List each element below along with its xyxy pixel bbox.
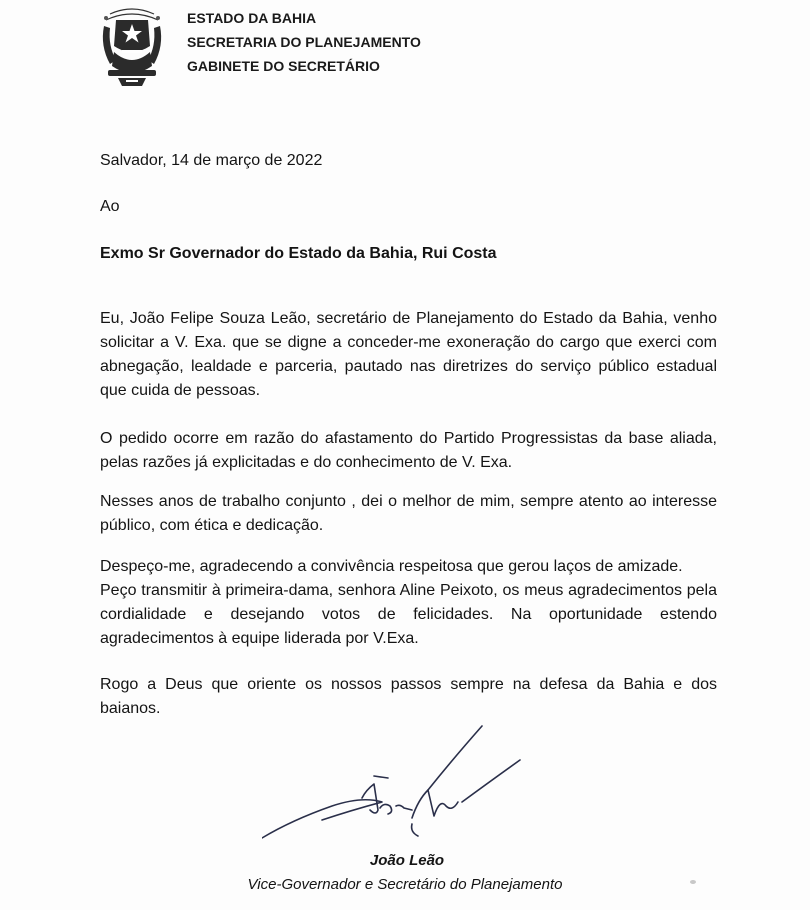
signatory-role: Vice-Governador e Secretário do Planejamento bbox=[247, 876, 563, 893]
paragraph-closing: Rogo a Deus que oriente os nossos passos sempre na defesa da Bahia e dos baianos. bbox=[100, 676, 717, 717]
paragraph-reason: O pedido ocorre em razão do afastamento do Partido Progressistas da base aliada, pelas razões já explicitadas e do conhecimento de V. Exa. bbox=[100, 430, 717, 471]
paragraph-thanks: Peço transmitir à primeira-dama, senhora Aline Peixoto, os meus agradecimentos pela cordialidade e desejando votos de felicidades. Na oportunidade estendo agradecimentos à equipe liderada por V.Exa. bbox=[100, 582, 717, 647]
paragraph-work: Nesses anos de trabalho conjunto , dei o melhor de mim, sempre atento ao interesse público, com ética e dedicação. bbox=[100, 493, 717, 534]
letterhead-office: GABINETE DO SECRETÁRIO bbox=[187, 58, 380, 74]
letterhead-state: ESTADO DA BAHIA bbox=[187, 10, 317, 26]
addressee: Exmo Sr Governador do Estado da Bahia, Rui Costa bbox=[100, 245, 497, 262]
salutation: Ao bbox=[100, 198, 120, 215]
signatory-name: João Leão bbox=[369, 852, 445, 869]
paper-speck bbox=[690, 880, 696, 884]
paragraph-request: Eu, João Felipe Souza Leão, secretário de Planejamento do Estado da Bahia, venho solicitar a V. Exa. que se digne a conceder-me exoneração do cargo que exerci com abnegação, lealdade e parceria, pautado nas diretrizes do serviço público estadual que cuida de pessoas. bbox=[100, 310, 717, 399]
date-line: Salvador, 14 de março de 2022 bbox=[100, 152, 323, 169]
handwritten-signature bbox=[262, 720, 552, 850]
letterhead-secretariat: SECRETARIA DO PLANEJAMENTO bbox=[187, 34, 421, 50]
bahia-coat-of-arms-icon bbox=[96, 6, 168, 92]
paragraph-farewell: Despeço-me, agradecendo a convivência respeitosa que gerou laços de amizade. bbox=[100, 558, 683, 575]
letterhead bbox=[187, 6, 421, 78]
